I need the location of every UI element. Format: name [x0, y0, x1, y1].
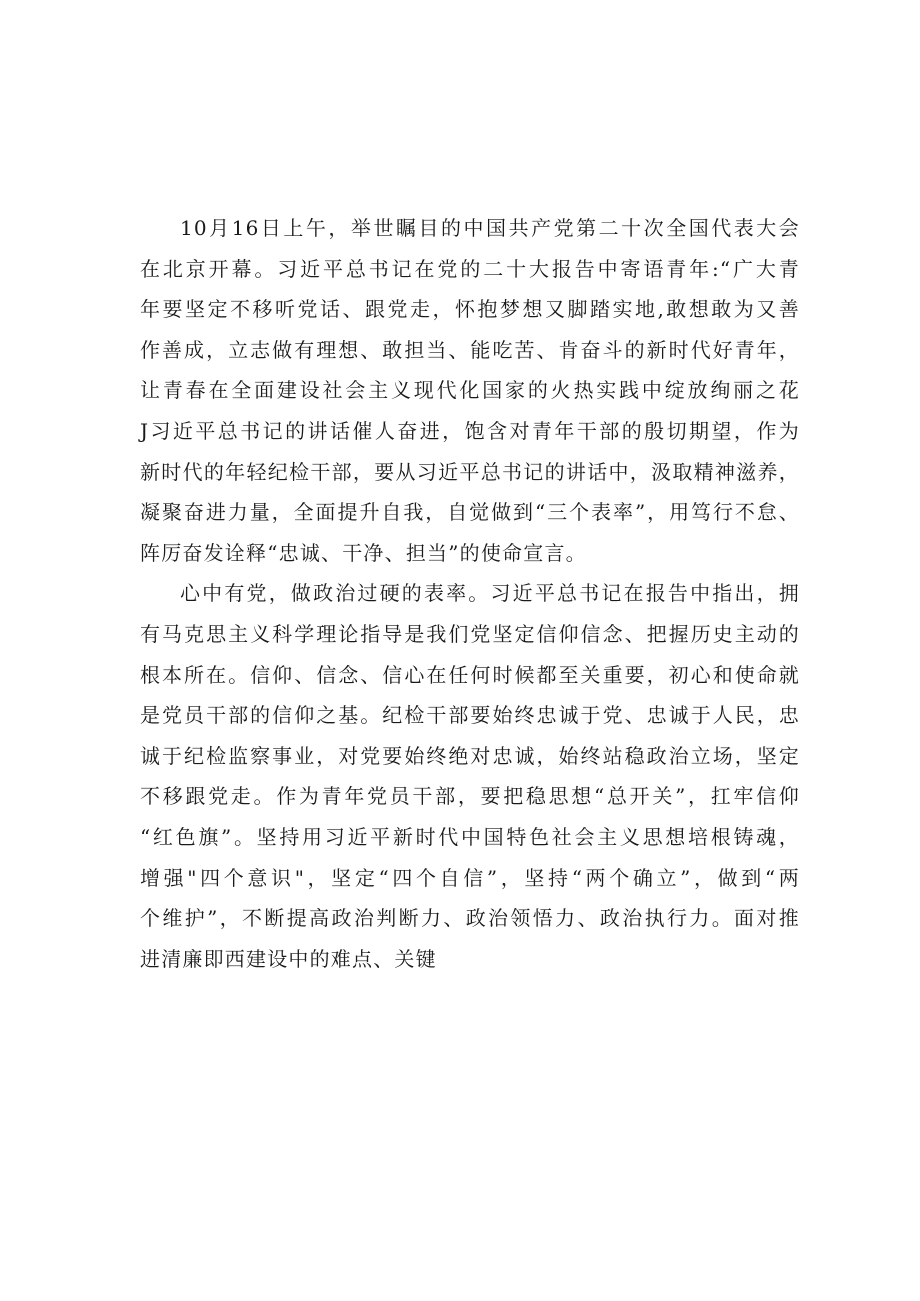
- text-line: 有马克思主义科学理论指导是我们党坚定信仰信念、把握历史主动的: [140, 621, 800, 646]
- document-body: [140, 208, 800, 979]
- text-line: 根本所在。信仰、信念、信心在任何时候都至关重要，初心和使命就: [140, 662, 800, 687]
- text-line: 阵厉奋发诠释“忠诚、干净、担当”的使命宣言。: [140, 540, 587, 565]
- text-line: J习近平总书记的讲话催人奋进，饱含对青年干部的殷切期望，作为: [140, 418, 800, 443]
- text-line: 心中有党，做政治过硬的表率。习近平总书记在报告中指出，拥: [180, 581, 800, 606]
- text-line: 是党员干部的信仰之基。纪检干部要始终忠诚于党、忠诚于人民，忠: [140, 703, 800, 728]
- text-line: 在北京开幕。习近平总书记在党的二十大报告中寄语青年:“广大青: [140, 256, 800, 281]
- text-line: 年要坚定不移听党话、跟党走，怀抱梦想又脚踏实地,敢想敢为又善: [140, 297, 800, 322]
- text-line: 个维护”，不断提高政治判断力、政治领悟力、政治执行力。面对推: [140, 906, 800, 931]
- text-line: 进清廉即西建设中的难点、关键: [140, 946, 437, 971]
- paragraph-loyalty: [140, 573, 800, 979]
- text-line: 诚于纪检监察事业，对党要始终绝对忠诚，始终站稳政治立场，坚定: [140, 743, 800, 768]
- text-line: 凝聚奋进力量，全面提升自我，自觉做到“三个表率”，用笃行不怠、: [140, 500, 800, 525]
- text-line: 10月16日上午，举世瞩目的中国共产党第二十次全国代表大会: [180, 216, 800, 240]
- text-line: 不移跟党走。作为青年党员干部，要把稳思想“总开关”，扛牢信仰: [140, 784, 800, 809]
- text-line: “红色旗”。坚持用习近平新时代中国特色社会主义思想培根铸魂，: [140, 824, 800, 849]
- text-line: 让青春在全面建设社会主义现代化国家的火热实践中绽放绚丽之花: [140, 378, 800, 403]
- text-line: 增强"四个意识"，坚定“四个自信”，坚持“两个确立”，做到“两: [140, 865, 800, 890]
- text-line: 新时代的年轻纪检干部，要从习近平总书记的讲话中，汲取精神滋养，: [140, 459, 800, 484]
- text-line: 作善成，立志做有理想、敢担当、能吃苦、肯奋斗的新时代好青年，: [140, 337, 800, 362]
- paragraph-intro: [140, 208, 800, 573]
